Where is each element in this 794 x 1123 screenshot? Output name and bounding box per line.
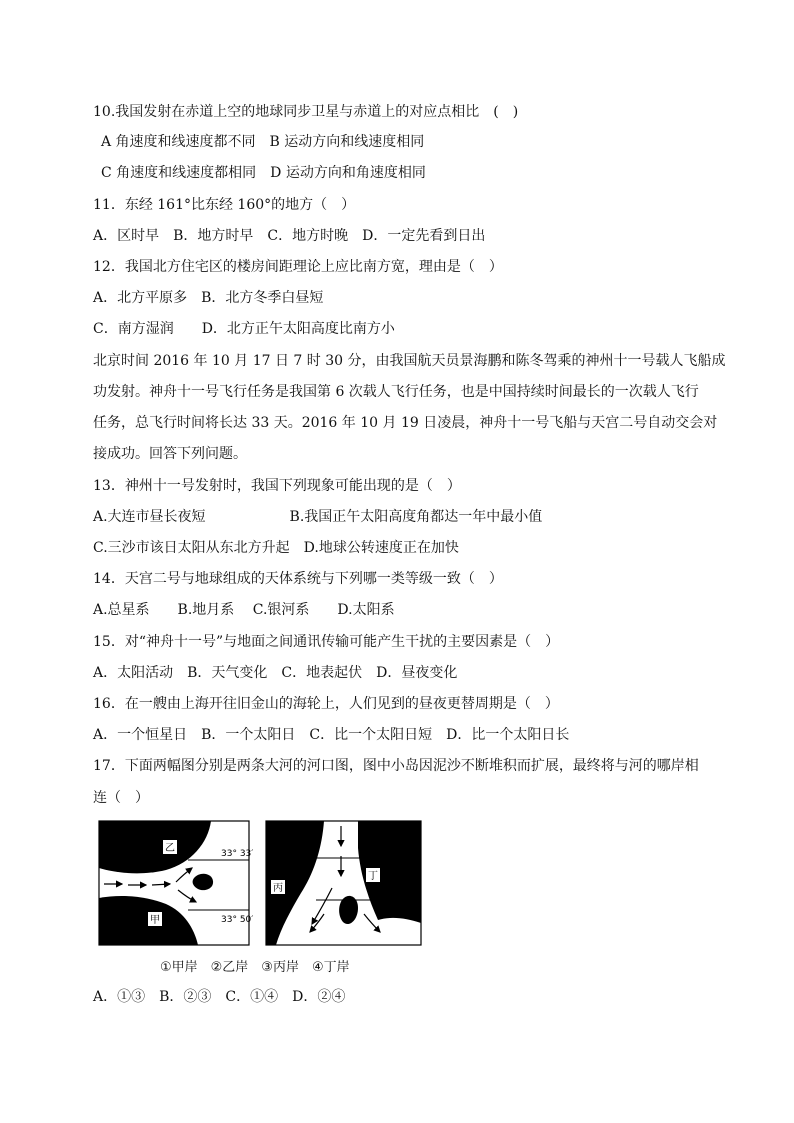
q12-options-ab: A．北方平原多 B．北方冬季白昼短 [93, 290, 324, 306]
left-lat-bottom-label: 33° 50′ [221, 915, 254, 925]
q10-stem: 10.我国发射在赤道上空的地球同步卫星与赤道上的对应点相比 ( ) [93, 104, 519, 120]
q13-options-cd: C.三沙市该日太阳从东北方升起 D.地球公转速度正在加快 [93, 540, 459, 556]
q14-stem: 14．天宫二号与地球组成的天体系统与下列哪一类等级一致（ ） [93, 571, 503, 587]
right-lat-bottom-label: 33° 33′ [388, 907, 421, 917]
right-bank-right-label: 丁 [368, 871, 378, 882]
q15-options: A．太阳活动 B．天气变化 C．地表起伏 D．昼夜变化 [93, 665, 458, 681]
q15-stem: 15．对“神舟十一号”与地面之间通讯传输可能产生干扰的主要因素是（ ） [93, 634, 560, 650]
passage-line-1: 北京时间 2016 年 10 月 17 日 7 时 30 分，由我国航天员景海鹏和陈冬驾乘的神州十一号载人飞船成 [93, 353, 726, 369]
q17-options: A．①③ B．②③ C．①④ D．②④ [93, 989, 346, 1005]
estuary-figure [96, 818, 426, 978]
q11-stem: 11．东经 161°比东经 160°的地方（ ） [93, 197, 356, 213]
left-lat-top-label: 33° 33′ [221, 849, 254, 859]
q11-options: A．区时早 B．地方时早 C．地方时晚 D．一定先看到日出 [93, 228, 486, 244]
q17-stem-line-1: 17．下面两幅图分别是两条大河的河口图，图中小岛因泥沙不断堆积而扩展，最终将与河的哪岸相 [93, 758, 699, 774]
q16-options: A．一个恒星日 B．一个太阳日 C．比一个太阳日短 D．比一个太阳日长 [93, 727, 570, 743]
q13-options-ab: A.大连市昼长夜短 B.我国正午太阳高度角都达一年中最小值 [93, 509, 543, 525]
right-estuary-map [266, 821, 421, 945]
right-lat-top-label: 33° 50′ [388, 847, 421, 857]
passage-line-3: 任务，总飞行时间将长达 33 天。2016 年 10 月 19 日凌晨，神舟十一号飞船与天宫二号自动交会对 [93, 415, 718, 431]
right-bank-left-label: 丙 [273, 883, 283, 894]
q12-options-cd: C．南方湿润 D．北方正午太阳高度比南方小 [93, 321, 395, 337]
q17-stem-line-2: 连（ ） [93, 790, 149, 806]
q10-options-ab: A 角速度和线速度都不同 B 运动方向和线速度相同 [101, 134, 425, 150]
figure-caption: ①甲岸 ②乙岸 ③丙岸 ④丁岸 [160, 960, 350, 975]
left-estuary-map [99, 821, 249, 945]
passage-line-2: 功发射。神舟十一号飞行任务是我国第 6 次载人飞行任务，也是中国持续时间最长的一次载人飞行 [93, 384, 699, 400]
q12-stem: 12．我国北方住宅区的楼房间距理论上应比南方宽，理由是（ ） [93, 259, 503, 275]
q13-stem: 13．神州十一号发射时，我国下列现象可能出现的是（ ） [93, 478, 461, 494]
left-bank-top-label: 乙 [165, 843, 175, 854]
q10-options-cd: C 角速度和线速度都相同 D 运动方向和角速度相同 [101, 165, 426, 181]
left-bank-bottom-label: 甲 [150, 915, 160, 926]
q14-options: A.总星系 B.地月系 C.银河系 D.太阳系 [93, 602, 395, 618]
passage-line-4: 接成功。回答下列问题。 [93, 446, 247, 462]
q16-stem: 16．在一艘由上海开往旧金山的海轮上，人们见到的昼夜更替周期是（ ） [93, 696, 559, 712]
